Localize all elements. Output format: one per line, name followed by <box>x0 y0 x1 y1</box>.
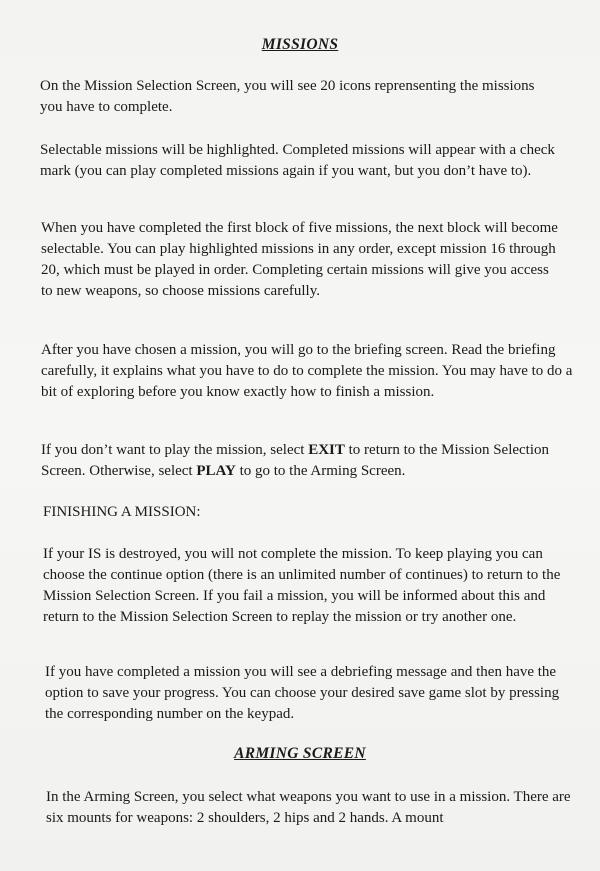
paragraph-briefing: After you have chosen a mission, you will go to the briefing screen. Read the briefing carefully, it explains what you have to do to complete the mission. You may have to do a bit of exploring before you know exactly how to finish a mission. <box>41 342 573 400</box>
exit-play-text-a: If you don’t want to play the mission, select <box>41 442 309 458</box>
paragraph-mission-selection: On the Mission Selection Screen, you will see 20 icons reprensenting the missions you have to complete. <box>40 78 535 115</box>
exit-keyword: EXIT <box>308 442 345 458</box>
exit-play-text-b: to return to the Mission Selection Screen. Otherwise, select <box>41 442 550 479</box>
exit-play-text-c: to go to the Arming Screen. <box>235 463 406 479</box>
finishing-mission-label: FINISHING A MISSION: <box>43 504 201 520</box>
paragraph-selectable-missions: Selectable missions will be highlighted. Completed missions will appear with a check mark (you can play completed missions again if you want, but you don’t have to). <box>40 142 555 179</box>
paragraph-mission-blocks: When you have completed the first block of five missions, the next block will become selectable. You can play highlighted missions in any order, except mission 16 through 20, which must be played in order. Completing certain missions will give you access to new weapons, so choose missions carefully. <box>41 220 558 299</box>
paragraph-exit-play <box>41 440 571 482</box>
paragraph-destroyed: If your IS is destroyed, you will not complete the mission. To keep playing you can choose the continue option (there is an unlimited number of continues) to return to the Mission Selection Screen. If you fail a mission, you will be informed about this and return to the Mission Selection Screen to replay the mission or try another one. <box>43 546 561 625</box>
missions-heading: MISSIONS <box>261 36 339 53</box>
paragraph-debriefing: If you have completed a mission you will see a debriefing message and then have the option to save your progress. You can choose your desired save game slot by pressing the corresponding number on the keypad. <box>45 664 560 722</box>
play-keyword: PLAY <box>196 463 236 479</box>
paragraph-arming: In the Arming Screen, you select what weapons you want to use in a mission. There are six mounts for weapons: 2 shoulders, 2 hips and 2 hands. A mount <box>46 789 571 826</box>
arming-screen-heading: ARMING SCREEN <box>234 745 366 762</box>
